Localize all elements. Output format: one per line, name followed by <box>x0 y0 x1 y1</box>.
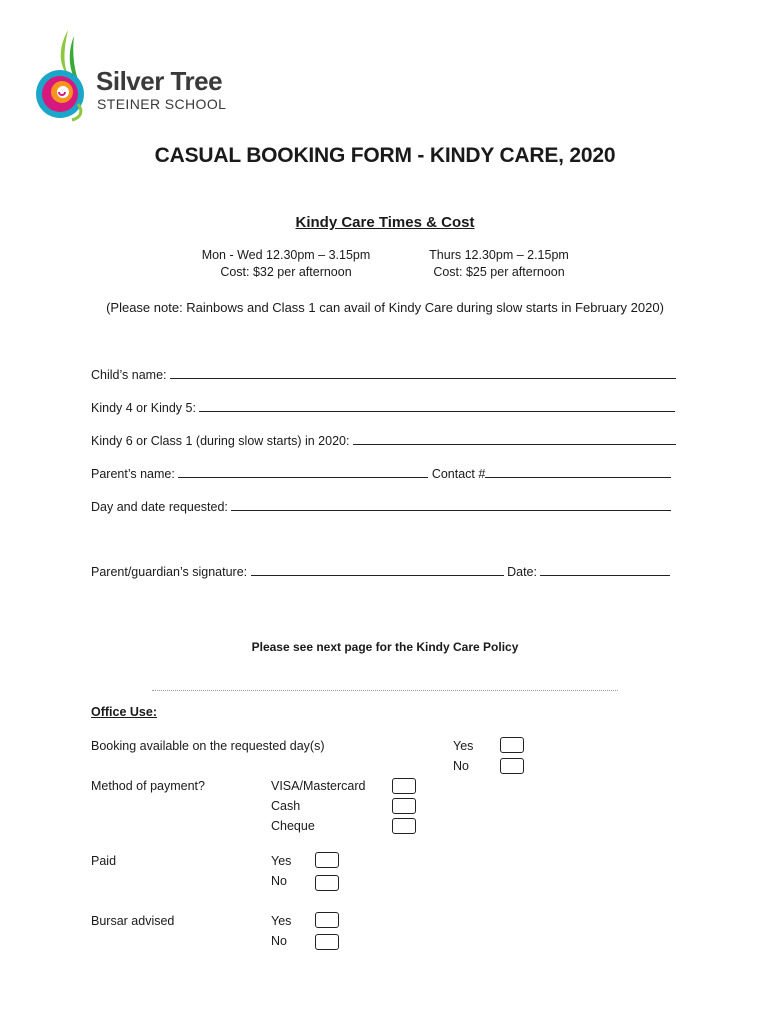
form-title: CASUAL BOOKING FORM - KINDY CARE, 2020 <box>154 144 616 167</box>
booking-label: Booking available on the requested day(s) <box>91 739 325 753</box>
logo-subtitle: STEINER SCHOOL <box>97 96 227 112</box>
payment-visa-checkbox[interactable] <box>392 778 416 794</box>
paid-yes-label: Yes <box>271 854 292 868</box>
times-heading: Kindy Care Times & Cost <box>295 214 475 231</box>
kindy-level-label: Kindy 4 or Kindy 5: <box>91 401 196 415</box>
booking-yes-label: Yes <box>453 739 474 753</box>
payment-label: Method of payment? <box>91 779 205 793</box>
day-date-field <box>91 498 671 514</box>
times-mon-wed <box>196 247 376 281</box>
payment-cheque-checkbox[interactable] <box>392 818 416 834</box>
booking-yes-checkbox[interactable] <box>500 737 524 753</box>
child-name-field <box>91 366 676 382</box>
contact-label: Contact # <box>431 467 486 481</box>
logo-name: Silver Tree <box>96 66 223 96</box>
day-date-input[interactable] <box>231 498 671 511</box>
signature-field <box>91 563 670 579</box>
signature-label: Parent/guardian’s signature: <box>91 565 248 579</box>
parent-name-input[interactable] <box>178 465 428 478</box>
paid-no-checkbox[interactable] <box>315 875 339 891</box>
booking-no-label: No <box>453 759 469 773</box>
bursar-no-label: No <box>271 934 287 948</box>
paid-yes-checkbox[interactable] <box>315 852 339 868</box>
payment-cash-label: Cash <box>271 799 301 813</box>
kindy-level-input[interactable] <box>199 399 675 412</box>
parent-name-field <box>91 465 671 481</box>
bursar-yes-label: Yes <box>271 914 292 928</box>
kindy-level-field <box>91 399 675 415</box>
times-thurs <box>414 247 584 281</box>
payment-cash-checkbox[interactable] <box>392 798 416 814</box>
bursar-label: Bursar advised <box>91 914 175 928</box>
child-name-input[interactable] <box>170 366 676 379</box>
payment-visa-label: VISA/Mastercard <box>271 779 366 793</box>
date-label: Date: <box>507 565 537 579</box>
payment-cheque-label: Cheque <box>271 819 315 833</box>
divider <box>152 690 618 691</box>
class-level-label: Kindy 6 or Class 1 (during slow starts) in 2020: <box>91 434 350 448</box>
class-level-field <box>91 432 676 448</box>
signature-input[interactable] <box>251 563 504 576</box>
booking-no-checkbox[interactable] <box>500 758 524 774</box>
child-name-label: Child’s name: <box>91 368 167 382</box>
paid-label: Paid <box>91 854 117 868</box>
class-level-input[interactable] <box>353 432 676 445</box>
paid-no-label: No <box>271 874 287 888</box>
parent-name-label: Parent’s name: <box>91 467 175 481</box>
times-days: Thurs 12.30pm – 2.15pm <box>429 248 569 262</box>
note: (Please note: Rainbows and Class 1 can avail of Kindy Care during slow starts in February 2020) <box>106 300 664 315</box>
date-input[interactable] <box>540 563 670 576</box>
office-use-heading: Office Use: <box>91 705 157 719</box>
contact-input[interactable] <box>485 465 671 478</box>
times-cost: Cost: $32 per afternoon <box>220 265 352 279</box>
times-days: Mon - Wed 12.30pm – 3.15pm <box>201 248 371 262</box>
policy-note: Please see next page for the Kindy Care Policy <box>251 640 519 654</box>
bursar-yes-checkbox[interactable] <box>315 912 339 928</box>
day-date-label: Day and date requested: <box>91 500 228 514</box>
bursar-no-checkbox[interactable] <box>315 934 339 950</box>
times-cost: Cost: $25 per afternoon <box>433 265 565 279</box>
